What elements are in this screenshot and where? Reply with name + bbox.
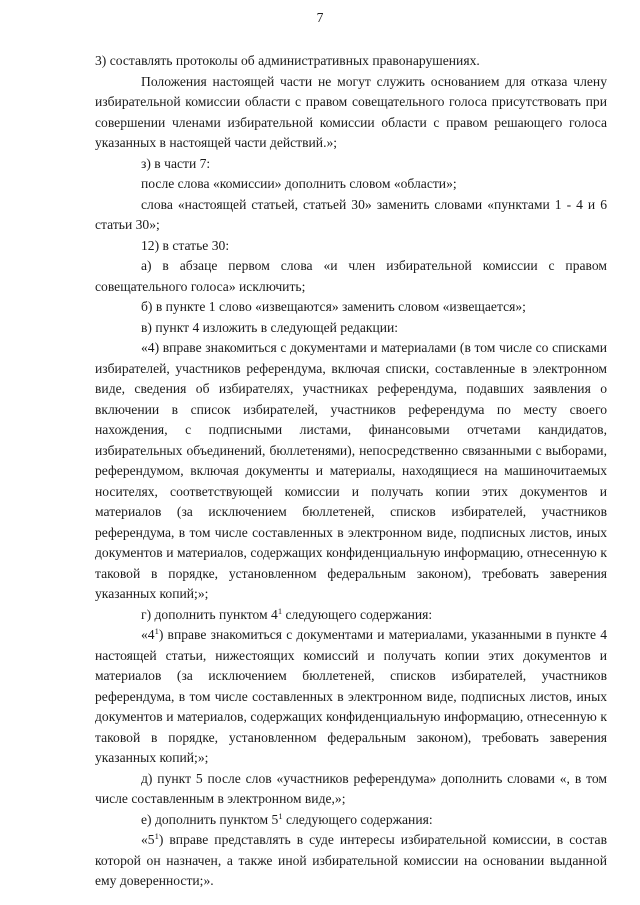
superscript: 1 xyxy=(277,605,283,616)
superscript: 1 xyxy=(278,810,283,821)
superscript: 1 xyxy=(154,626,159,636)
paragraph-item-3: 3) составлять протоколы об административных правонарушениях. xyxy=(95,53,480,68)
paragraph-subitem-v: в) пункт 4 изложить в следующей редакции: xyxy=(141,319,399,335)
paragraph-point-4-text: «4) вправе знакомиться с документами и материалами (в том числе со списками избирателей, участников референдума, включая списки, составленные в электронном виде, сведения об избирателях, участниках референдума, подавших заявления о включении в список избирателей, участников референдума по месту своего нахождения, с подписными листами, финансовыми отчетами кандидатов, избирательных объединений, бюллетенями), непосредственно связанными с выборами, референдумом, включая документы и материалы, находящиеся на машиночитаемых носителях, соответствующей комиссии и получать копии этих документов и материалов (за исключением бюллетеней, списков избирателей, участников референдума, в том числе составленных в электронном виде, подписных листов, иных документов и материалов, содержащих конфиденциальную информацию, отнесенную к таковой в порядке, установленном федеральным законом), требовать заверения указанных копий;»; xyxy=(95,340,607,601)
paragraph-point-5-1-text: «$5^1$) вправе представлять в суде интересы избирательной комиссии, в состав которой он назначен, а также иной избирательной комиссии на основании выданной ему доверенности;». xyxy=(95,831,607,888)
paragraph-replace-words: слова «настоящей статьей, статьей 30» заменить словами «пунктами 1 - 4 и 6 статьи 30»; xyxy=(95,196,607,232)
paragraph-subitem-g: г) дополнить пунктом $4^1$ следующего содержания: xyxy=(141,605,433,622)
paragraph-subitem-d: д) пункт 5 после слов «участников референдума» дополнить словами «, в том числе составленным в электронном виде,»; xyxy=(95,770,607,806)
paragraph-subitem-b: б) в пункте 1 слово «извещаются» заменить словом «извещается»; xyxy=(141,299,526,314)
paragraph-subitem-a: а) в абзаце первом слова «и член избирательной комиссии с правом совещательного голоса» исключить; xyxy=(95,258,607,294)
document-body xyxy=(95,51,607,892)
superscript: 1 xyxy=(154,831,159,841)
paragraph-subitem-e: е) дополнить пунктом $5^1$ следующего содержания: xyxy=(141,810,433,827)
paragraph-item-12: 12) в статье 30: xyxy=(141,237,230,253)
page-number: 7 xyxy=(316,10,324,25)
paragraph-part-provisions: Положения настоящей части не могут служить основанием для отказа члену избирательной комиссии области с правом совещательного голоса присутствовать при совершении членами избирательной комиссии области с правом решающего голоса указанных в настоящей части действий.»; xyxy=(95,73,607,150)
paragraph-after-word-commission: после слова «комиссии» дополнить словом «области»; xyxy=(141,176,457,191)
paragraph-point-4-1-text: «$4^1$) вправе знакомиться с документами и материалами, указанными в пункте 4 настоящей статьи, нижестоящих комиссий и получать копии этих документов и материалов (за исключением бюллетеней, списков избирателей, участников референдума, в том числе составленных в электронном виде, подписных листов, иных документов и материалов, содержащих конфиденциальную информацию, отнесенную к таковой в порядке, установленном федеральным законом), требовать заверения указанных копий;»; xyxy=(95,626,607,765)
paragraph-subitem-z: з) в части 7: xyxy=(141,155,211,171)
